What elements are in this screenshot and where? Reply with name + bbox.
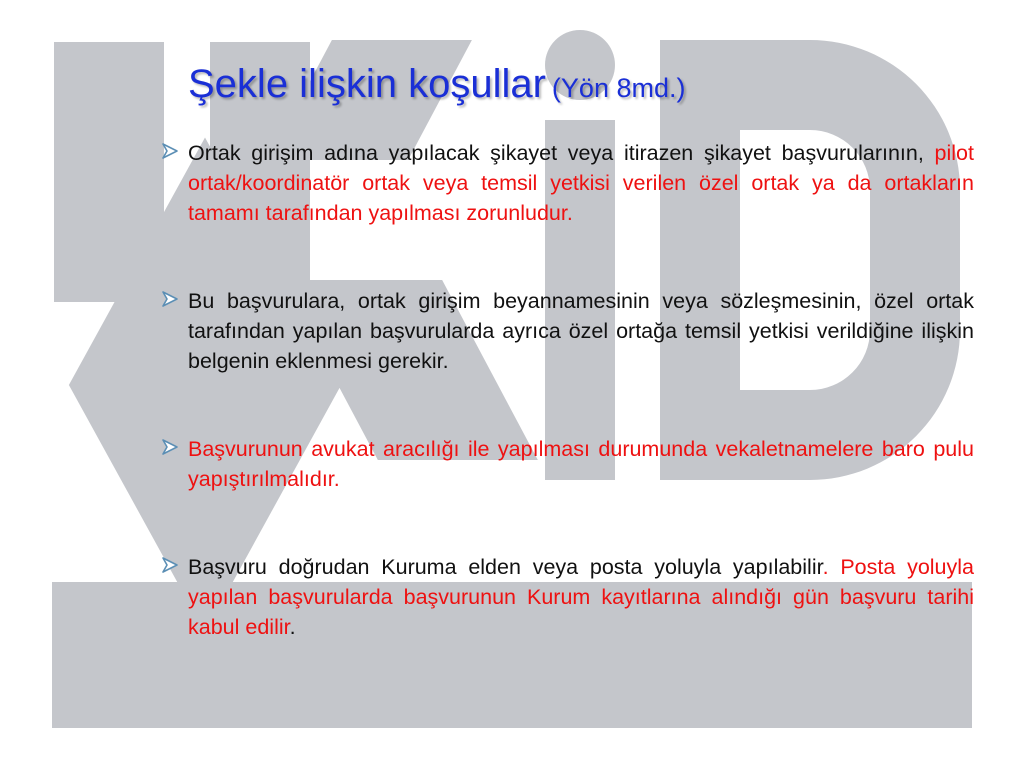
bullet-list: [158, 138, 974, 700]
bullet-text: [188, 286, 974, 376]
arrow-bullet-icon: [160, 437, 180, 457]
highlighted-text: Başvurunun avukat aracılığı ile yapılması durumunda vekaletnamelere baro pulu yapıştırılmalıdır.: [188, 437, 974, 491]
arrow-bullet-icon: [160, 555, 180, 575]
body-text: Başvuru doğrudan Kuruma elden veya posta yoluyla yapılabilir: [188, 555, 823, 579]
highlighted-text: pilot ortak/koordinatör ortak veya temsil yetkisi verilen özel ortak ya da ortakların tamamı tarafından yapılması zorunludur.: [188, 141, 974, 225]
arrow-bullet-icon: [160, 289, 180, 309]
bullet-text: [188, 434, 974, 494]
body-text: Ortak girişim adına yapılacak şikayet veya itirazen şikayet başvurularının,: [188, 141, 935, 165]
body-text: .: [289, 615, 296, 639]
slide-title: [188, 62, 968, 122]
slide-title-main: Şekle ilişkin koşullar: [188, 62, 546, 106]
bullet-item: [158, 286, 974, 376]
bullet-text: [188, 552, 974, 642]
bullet-item: [158, 138, 974, 228]
bullet-item: [158, 552, 974, 642]
bullet-text: [188, 138, 974, 228]
arrow-bullet-icon: [160, 141, 180, 161]
bullet-item: [158, 434, 974, 494]
slide-title-sub: (Yön 8md.): [551, 73, 686, 103]
body-text: Bu başvurulara, ortak girişim beyannamesinin veya sözleşmesinin, özel ortak tarafından yapılan başvurularda ayrıca özel ortağa temsil yetkisi verildiğine ilişkin belgenin eklenmesi gerekir.: [188, 289, 974, 373]
highlighted-text: . Posta yoluyla yapılan başvurularda başvurunun Kurum kayıtlarına alındığı gün başvuru tarihi kabul edilir: [188, 555, 974, 639]
